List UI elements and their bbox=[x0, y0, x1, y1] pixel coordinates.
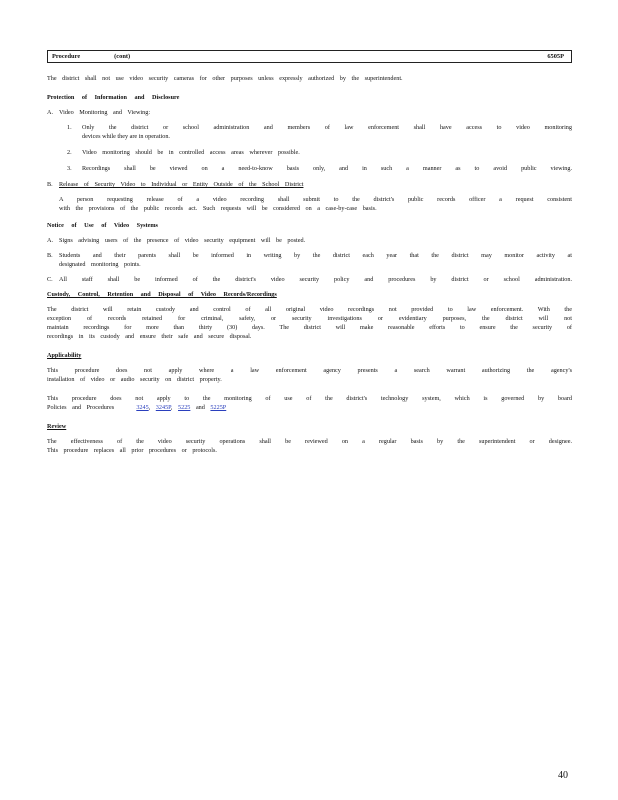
paragraph-line: exception of records retained for criminal, safety, or security investigations or evidentiary purposes, the district will not bbox=[47, 315, 572, 322]
list-item bbox=[47, 236, 572, 245]
comma: , bbox=[170, 404, 173, 411]
procedure-header bbox=[47, 50, 572, 63]
list-marker: A. bbox=[47, 109, 54, 116]
list-item-text: Video monitoring should be in controlled access areas wherever possible. bbox=[82, 149, 300, 156]
list-item-text: Recordings shall be viewed on a need-to-know basis only, and in such a manner as to avoid public viewing. bbox=[82, 165, 572, 172]
procedure-label: Procedure bbox=[52, 53, 81, 60]
list-item-text: Signs advising users of the presence of video security equipment will be posted. bbox=[59, 237, 306, 244]
list-marker: C. bbox=[47, 276, 53, 283]
list-item-text: designated monitoring points. bbox=[59, 261, 141, 268]
list-item-a bbox=[47, 108, 572, 117]
paragraph-line bbox=[47, 403, 572, 412]
paragraph-line: with the provisions of the public records act. Such requests will be considered on a case-by-case basis. bbox=[59, 205, 377, 212]
paragraph-line: This procedure does not apply where a law enforcement agency presents a search warrant authorizing the agency's bbox=[47, 367, 572, 374]
list-marker: 3. bbox=[67, 165, 72, 172]
custody-paragraph bbox=[47, 305, 572, 341]
intro-paragraph: The district shall not use video security cameras for other purposes unless expressly authorized by the superintendent. bbox=[47, 75, 403, 82]
list-marker: B. bbox=[47, 181, 53, 188]
paragraph-line: recordings in its custody and ensure their safe and secure disposal. bbox=[47, 333, 252, 340]
applicability-paragraph-2 bbox=[47, 394, 572, 412]
paragraph-line: installation of video or audio security on district property. bbox=[47, 376, 222, 383]
policy-link-5225[interactable]: 5225 bbox=[178, 404, 191, 411]
policies-prefix: Policies and Procedures bbox=[47, 404, 115, 411]
review-paragraph bbox=[47, 437, 572, 455]
list-item bbox=[67, 164, 572, 173]
paragraph-line: maintain recordings for more than thirty (30) days. The district will make reasonable efforts to ensure the security of bbox=[47, 324, 572, 331]
list-item bbox=[67, 148, 572, 157]
page-number: 40 bbox=[558, 770, 568, 781]
heading-protection: Protection of Information and Disclosure bbox=[47, 94, 180, 101]
list-marker: 1. bbox=[67, 124, 72, 131]
heading-notice: Notice of Use of Video Systems bbox=[47, 222, 158, 229]
list-item-text: Only the district or school administration and members of law enforcement shall have access to video monitoring bbox=[82, 124, 572, 131]
heading-review: Review bbox=[47, 423, 67, 430]
paragraph-line: A person requesting release of a video recording shall submit to the district's public records officer a request consistent bbox=[59, 196, 572, 203]
list-marker: 2. bbox=[67, 149, 72, 156]
paragraph-line: This procedure does not apply to the monitoring of use of the district's technology system, which is governed by board bbox=[47, 395, 572, 402]
list-marker: A. bbox=[47, 237, 54, 244]
policy-link-5225p[interactable]: 5225P bbox=[210, 404, 227, 411]
document-page bbox=[47, 50, 572, 465]
applicability-paragraph-1 bbox=[47, 366, 572, 384]
list-item-text: Students and their parents shall be informed in writing by the district each year that the district may monitor activity at bbox=[59, 252, 572, 259]
procedure-cont-label: (cont) bbox=[114, 53, 131, 60]
policy-link-3245p[interactable]: 3245P bbox=[155, 404, 171, 411]
comma: , bbox=[148, 404, 151, 411]
paragraph-line: The effectiveness of the video security operations shall be reviewed on a regular basis by the superintendent or designee. bbox=[47, 438, 572, 445]
list-item bbox=[47, 251, 572, 269]
list-item-text: All staff shall be informed of the district's video security policy and procedures by district or school administration. bbox=[59, 276, 572, 283]
heading-custody: Custody, Control, Retention and Disposal of Video Records/Recordings bbox=[47, 291, 277, 298]
list-item-label: Release of Security Video to Individual or Entity Outside of the School District bbox=[59, 181, 304, 188]
procedure-code: 6505P bbox=[547, 53, 564, 60]
paragraph-line: This procedure replaces all prior procedures or protocols. bbox=[47, 447, 217, 454]
heading-applicability: Applicability bbox=[47, 352, 82, 359]
list-item-b bbox=[47, 180, 572, 189]
release-paragraph bbox=[59, 195, 572, 213]
paragraph-line: The district will retain custody and control of all original video recordings not provided to law enforcement. With the bbox=[47, 306, 572, 313]
list-item bbox=[67, 123, 572, 141]
list-marker: B. bbox=[47, 252, 53, 259]
list-item-text: devices while they are in operation. bbox=[82, 133, 170, 140]
list-item-label: Video Monitoring and Viewing: bbox=[59, 109, 151, 116]
policy-link-3245[interactable]: 3245 bbox=[136, 404, 149, 411]
and-word: and bbox=[195, 404, 205, 411]
list-item bbox=[47, 275, 572, 284]
